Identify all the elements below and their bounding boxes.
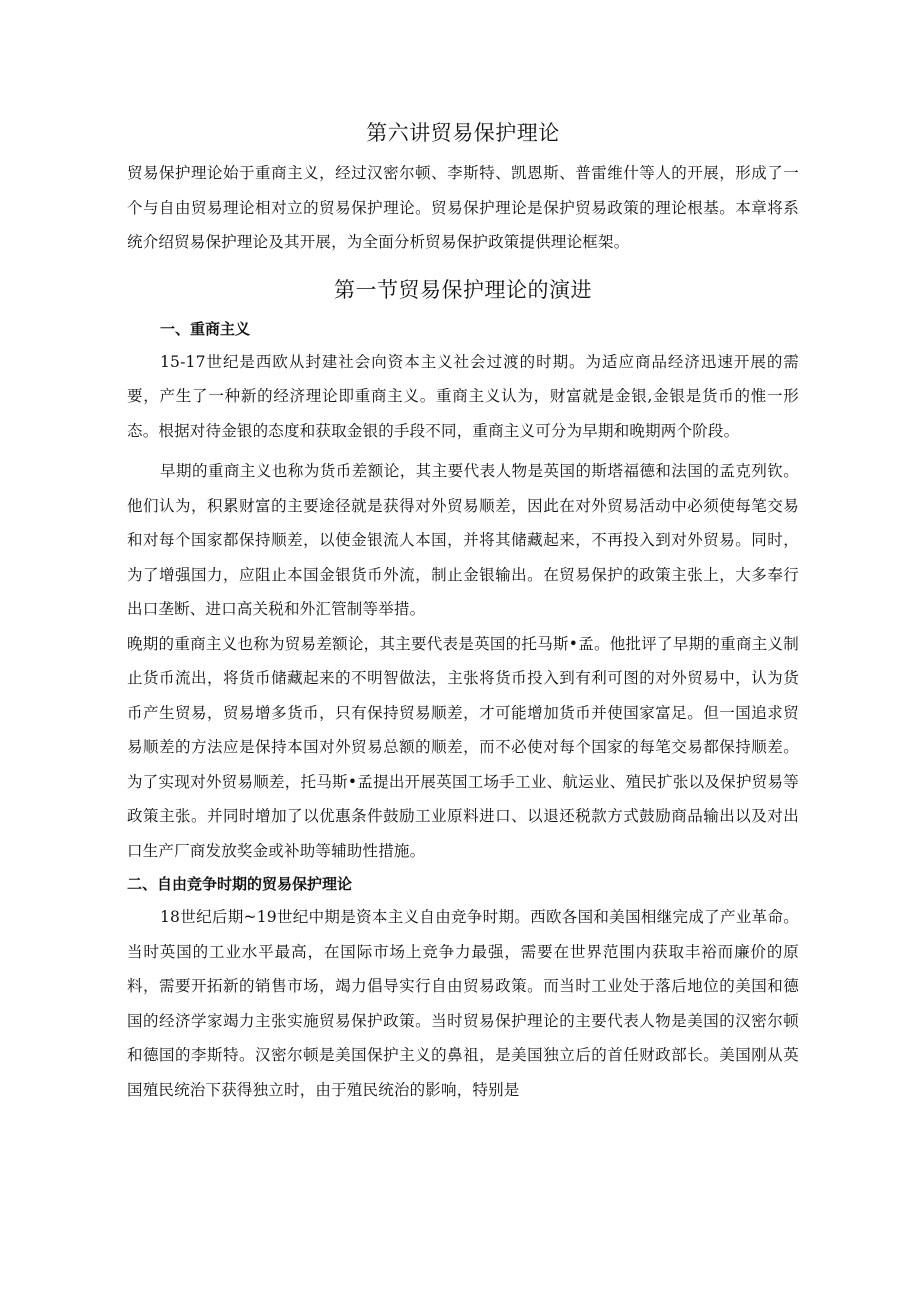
subsection-heading-mercantilism: 一、重商主义 xyxy=(160,319,251,338)
intro-paragraph: 贸易保护理论始于重商主义，经过汉密尔顿、李斯特、凯恩斯、普雷维什等人的开展，形成了一个与自由贸易理论相对立的贸易保护理论。贸易保护理论是保护贸易政策的理论根基。本章将系统介绍贸易保护理论及其开展，为全面分析贸易保护政策提供理论框架。 xyxy=(127,164,799,251)
paragraph-mercantilism-overview: 15-17世纪是西欧从封建社会向资本主义社会过渡的时期。为适应商品经济迅速开展的需要，产生了一种新的经济理论即重商主义。重商主义认为，财富就是金银,金银是货币的惟一形态。根据对待金银的态度和获取金银的手段不同，重商主义可分为早期和晚期两个阶段。 xyxy=(127,352,799,440)
document-page xyxy=(127,118,799,1107)
document-title: 第六讲贸易保护理论 xyxy=(366,121,560,145)
paragraph-late-mercantilism: 晚期的重商主义也称为贸易差额论，其主要代表是英国的托马斯•孟。他批评了早期的重商主义制止货币流出，将货币储藏起来的不明智做法，主张将货币投入到有利可图的对外贸易中，认为货币产生贸易，贸易增多货币，只有保持贸易顺差，才可能增加货币并使国家富足。但一国追求贸易顺差的方法应是保持本国对外贸易总额的顺差，而不必使对每个国家的每笔交易都保持顺差。为了实现对外贸易顺差，托马斯•孟提出开展英国工场手工业、航运业、殖民扩张以及保护贸易等政策主张。并同时增加了以优惠条件鼓励工业原料进口、以退还税款方式鼓励商品输出以及对出口生产厂商发放奖金或补助等辅助性措施。 xyxy=(127,634,799,860)
section-title: 第一节贸易保护理论的演进 xyxy=(334,277,592,302)
subsection-heading-free-competition: 二、自由竞争时期的贸易保护理论 xyxy=(127,875,353,893)
paragraph-free-competition: 18世纪后期~19世纪中期是资本主义自由竞争时期。西欧各国和美国相继完成了产业革命。当时英国的工业水平最高，在国际市场上竞争力最强，需要在世界范围内获取丰裕而廉价的原料，需要开拓新的销售市场，竭力倡导实行自由贸易政策。而当时工业处于落后地位的美国和德国的经济学家竭力主张实施贸易保护政策。当时贸易保护理论的主要代表人物是美国的汉密尔顿和德国的李斯特。汉密尔顿是美国保护主义的鼻祖，是美国独立后的首任财政部长。美国刚从英国殖民统治下获得独立时，由于殖民统治的影响，特别是 xyxy=(127,908,799,1099)
paragraph-early-mercantilism: 早期的重商主义也称为货币差额论，其主要代表人物是英国的斯塔福德和法国的孟克列钦。他们认为，积累财富的主要途径就是获得对外贸易顺差，因此在对外贸易活动中必须使每笔交易和对每个国家都保持顺差，以使金银流人本国，并将其储藏起来，不再投入到对外贸易。同时，为了增强国力，应阻止本国金银货币外流，制止金银输出。在贸易保护的政策主张上，大多奉行出口垄断、进口高关税和外汇管制等举措。 xyxy=(127,462,799,618)
